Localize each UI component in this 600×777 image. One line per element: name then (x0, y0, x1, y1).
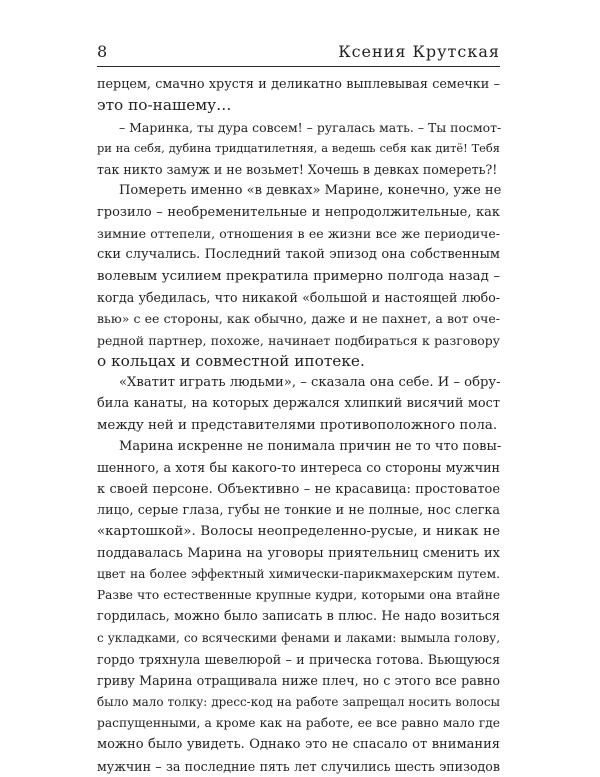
page-body (97, 74, 500, 777)
text-line: Помереть именно «в девках» Марине, конечно, уже не (119, 183, 502, 199)
text-line: била канаты, на которых держался хлипкий висячий мост (97, 396, 500, 412)
text-line: – Маринка, ты дура совсем! – ругалась мать. – Ты посмот- (119, 119, 502, 135)
text-line: ри на себя, дубина тридцатилетняя, а ведешь себя как дитё! Тебя (97, 140, 500, 155)
text-line: можно было увидеть. Однако это не спасало от внимания (97, 737, 500, 753)
text-line: грозило – необременительные и непродолжительные, как (97, 204, 500, 220)
text-line: «Хватит играть людьми», – сказала она себе. И – обру- (119, 375, 501, 391)
text-line: гриву Марина отращивала ниже плеч, но с этого все равно (97, 673, 500, 689)
text-line: Разве что естественные крупные кудри, которыми она втайне (97, 588, 500, 603)
text-line: когда убедилась, что никакой «большой и настоящей любо- (97, 289, 500, 305)
text-line: так никто замуж и не возьмет! Хочешь в девках помереть?! (97, 162, 498, 178)
page-header (97, 38, 500, 67)
running-head: Ксения Крутская (338, 42, 500, 61)
text-line: было мало толку: дресс-код на работе запрещал носить волосы (97, 694, 500, 709)
text-line: распущенными, а кроме как на работе, ее все равно мало где (97, 715, 500, 730)
text-line: цвет на более эффектный химически-парикмахерским путем. (97, 566, 500, 581)
text-line: к своей персоне. Объективно – не красавица: простоватое (97, 481, 500, 497)
text-line: это по-нашему… (97, 96, 232, 115)
text-line: между ней и представителями противоположного пола. (97, 417, 498, 433)
text-line: вью» с ее стороны, как обычно, даже и не пахнет, а вот оче- (97, 311, 500, 327)
text-line: о кольцах и совместной ипотеке. (97, 351, 365, 370)
text-block (97, 74, 500, 777)
text-line: лицо, серые глаза, губы не тонкие и не полные, нос слегка (97, 502, 500, 518)
text-line: мужчин – за последние пять лет случились шесть эпизодов (97, 758, 500, 774)
text-line: зимние оттепели, отношения в ее жизни все же периодиче- (97, 226, 500, 242)
text-line: гордилась, можно было записать в плюс. Не надо возиться (97, 609, 500, 625)
text-line: гордо тряхнула шевелюрой – и прическа готова. Вьющуюся (97, 652, 500, 668)
text-line: перцем, смачно хрустя и деликатно выплевывая семечки – (97, 77, 500, 92)
page-number: 8 (97, 42, 108, 61)
text-line: поддавалась Марина на уговоры приятельниц сменить их (97, 545, 500, 561)
text-line: с укладками, со всяческими фенами и лаками: вымыла голову, (97, 630, 500, 645)
text-line: шенного, а хотя бы какого-то интереса со стороны мужчин (97, 460, 500, 476)
text-line: редной партнер, похоже, начинает подбираться к разговору (97, 332, 500, 348)
text-line: волевым усилием прекратила примерно полгода назад – (97, 268, 500, 284)
text-line: ски случались. Последний такой эпизод она собственным (97, 247, 500, 263)
text-line: Марина искренне не понимала причин не то что повы- (119, 439, 502, 455)
text-line: «картошкой». Волосы неопределенно-русые, и никак не (97, 524, 500, 540)
